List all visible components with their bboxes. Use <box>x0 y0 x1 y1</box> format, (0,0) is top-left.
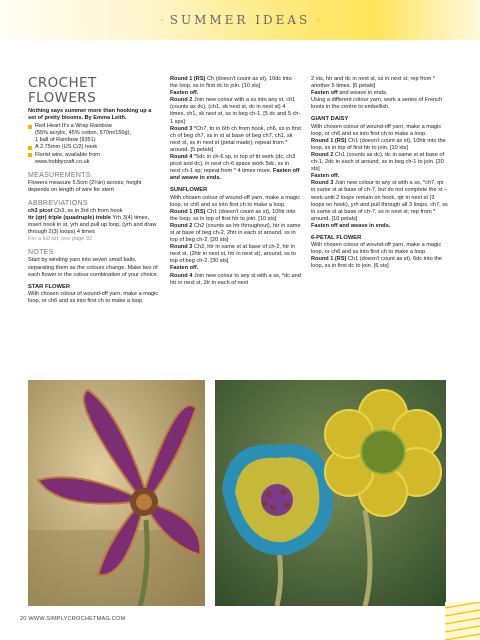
fasten-off: Fasten off. <box>170 90 199 97</box>
round-label: Round 1 (RS) <box>311 256 347 263</box>
round-label: Round 3 <box>170 125 193 132</box>
header-title <box>0 13 480 27</box>
instruction-round <box>311 138 448 152</box>
header-dot-right: · <box>316 13 321 27</box>
materials-item-wire <box>28 152 159 166</box>
abbreviation-term: ch3 picot <box>28 207 53 214</box>
abbreviation-full-list: For a full list, see page 92 <box>28 236 93 243</box>
round-text: Join new colour to any st with a ss, *ch7, qtr in same st at base of ch-7, but do not complete the st – work until 2 loops remain on hook, qtr in next st (3 loops on hook), yrh and pull through all 3 loops, ch7, ss in same st at base of ch-7, ss in next st; rep from * around. [10 petals] <box>311 180 448 222</box>
round-label: Round 4 <box>170 154 193 161</box>
notes-text: Start by winding yarn into seven small balls, separating them as the colours change. Make two of each flower in the colour combination of your choice. <box>28 257 159 278</box>
article-intro: Nothing says summer more than hooking up a set of pretty blooms. By Emma Leith. <box>28 108 152 122</box>
bullet-square-icon <box>28 125 32 129</box>
round-text: Ch1 (doesn't count as st), 10htr into the loop, ss in top of first htr to join. [10 sts] <box>170 208 296 222</box>
instruction-round <box>170 126 301 154</box>
fasten-off: Fasten off <box>311 90 338 97</box>
instruction-round <box>170 244 301 265</box>
round-text: Ch1 (doesn't count as st), 10htr into the loop, ss in top of first htr to join. [10 sts] <box>311 137 446 151</box>
abbreviation-def: Ch3, ss in 3rd ch from hook <box>52 207 123 214</box>
round-text: Join new colour to any st with a ss, *dc and htr in next st, 2tr in each of next <box>170 272 301 286</box>
decorative-pattern-icon <box>445 602 480 640</box>
giant-daisy-text: With chosen colour of wound-off yarn, make a magic loop, or ch6 and ss into first ch to make a loop. <box>311 123 442 137</box>
star-flower-heading: STAR FLOWER <box>28 283 71 290</box>
column-3 <box>311 76 448 270</box>
header-title-text: SUMMER IDEAS <box>169 13 311 27</box>
instruction-round <box>170 97 301 125</box>
bullet-square-icon <box>28 153 32 157</box>
materials-link: www.hobbycraft.co.uk <box>35 158 90 165</box>
materials-item-hook <box>28 144 159 151</box>
star-flower-photo <box>28 380 205 606</box>
embellish-text: Using a different colour yarn, work a series of French knots in the centre to embellish. <box>311 97 443 111</box>
sunflower-text: With chosen colour of wound-off yarn, make a magic loop, or ch6 and ss into first ch to make a loop. <box>170 194 301 208</box>
round-text: *Ch7, ttr in 6th ch from hook, ch6, ss in first ch of beg ch7, ss in st at base of beg ch7, ch1, sk next st, ss in next st (petal made); repeat from * around. [5 petals] <box>170 125 301 153</box>
six-petal-text: With chosen colour of wound-off yarn, make a magic loop, or ch6 and ss into first ch to make a loop. <box>311 242 442 256</box>
footer-folio: 20 WWW.SIMPLYCROCHETMAG.COM <box>20 616 126 622</box>
sunflower-heading: SUNFLOWER <box>170 187 208 194</box>
round-label: Round 3 <box>311 180 334 187</box>
star-flower-illustration <box>28 380 205 606</box>
fasten-off-line <box>311 90 448 97</box>
measurements-text: Flowers measure 5.5cm (2¼in) across; height depends on length of wire for stem <box>28 179 142 193</box>
round-label: Round 2 <box>311 151 334 158</box>
abbreviations-heading: ABBREVIATIONS <box>28 199 88 207</box>
instruction-continued: 2 sts, htr and dc in next st, ss in next st; rep from * another 5 times. [6 petals] <box>311 76 436 90</box>
round-label: Round 3 <box>170 244 193 251</box>
instruction-round <box>170 273 301 287</box>
instruction-round <box>170 154 301 182</box>
round-end: Fasten off and weave in ends. <box>170 168 300 182</box>
instruction-round <box>311 152 448 173</box>
materials-text: Red Heart It's a Wrap Rainbow <box>35 123 112 130</box>
materials-text: A 2.75mm (US C/2) hook <box>35 144 98 151</box>
abbreviation-ch3 <box>28 208 159 215</box>
instruction-round <box>311 256 448 270</box>
round-label: Round 4 <box>170 272 193 279</box>
materials-text: Florist wire, available from <box>35 151 100 158</box>
star-flower-text: With chosen colour of wound-off yarn, make a magic loop, or ch6 and ss into first ch to make a loop. <box>28 290 159 304</box>
round-text: *5dc in ch-6 sp, in top of ttr work (dc, ch3 picot and dc), in next ch-6 space work 5dc, ss in next ch-1 sp; repeat from * 4 times more. <box>170 154 296 175</box>
notes-heading: NOTES <box>28 249 54 257</box>
sunflower-and-six-petal-photo <box>215 380 446 606</box>
abbreviation-ttr <box>28 215 159 236</box>
round-label: Round 1 (RS) <box>170 208 206 215</box>
fasten-off: Fasten off and weave in ends. <box>311 222 391 229</box>
instruction-round <box>311 180 448 223</box>
abbreviation-term: ttr (qtr) triple (quadruple) treble <box>28 215 111 222</box>
round-label: Round 2 <box>170 97 193 104</box>
round-text: Ch (doesn't count as st), 10dc into the loop, ss in first dc to join. [10 sts] <box>170 76 292 90</box>
giant-daisy-heading: GIANT DAISY <box>311 116 349 123</box>
sunflower-illustration <box>215 380 446 606</box>
materials-text: (55% acrylic, 45% cotton, 570m/150g), <box>35 130 132 137</box>
fasten-off: Fasten off. <box>311 173 340 180</box>
instruction-round <box>170 223 301 244</box>
round-text: and weave in ends. <box>337 90 388 97</box>
round-text: Join new colour with a ss into any st, ch1 (counts as dc), (ch1, sk next st, dc in next st) 4 times, ch1, sk next st, ss in beg ch-1. [5 dc and 5 ch-1 sps] <box>170 97 301 125</box>
instruction-round <box>170 209 301 223</box>
round-text: Ch1 (counts as dc), dc in same st at base of ch-1, 2dc in each st around, ss in beg ch-1 to join. [20 sts] <box>311 151 445 173</box>
fasten-off: Fasten off. <box>170 265 199 272</box>
article-title: CROCHET FLOWERS <box>28 75 97 106</box>
abbreviation-def: Yrh 3(4) times, insert hook in st, yrh and pull up loop, (yrh and draw through 2(3) loops) 4 times <box>28 215 157 236</box>
materials-text: 1 ball of Rainbow (9351) <box>35 137 96 144</box>
round-text: Ch2, htr in same st at base of ch-2, htr in next st, (2htr in next st, htr in next st), around, ss to top of beg ch-2. [30 sts] <box>170 244 296 265</box>
column-1 <box>28 76 159 305</box>
round-text: Ch1 (doesn't count as st), 6dc into the loop, ss in first dc to join. [6 sts] <box>311 256 443 270</box>
six-petal-heading: 6-PETAL FLOWER <box>311 234 362 241</box>
instruction-round <box>170 76 301 90</box>
round-label: Round 1 (RS) <box>170 76 206 82</box>
round-label: Round 2 <box>170 222 193 229</box>
round-label: Round 1 (RS) <box>311 137 347 144</box>
measurements-heading: MEASUREMENTS <box>28 171 91 179</box>
bullet-square-icon <box>28 146 32 150</box>
column-2 <box>170 76 301 287</box>
round-text: Ch2 (counts as htr throughout), htr in same st at base of beg ch-2, 2htr in each st around, ss in top of beg ch-2. [20 sts] <box>170 222 301 244</box>
materials-item-yarn <box>28 123 159 144</box>
header-dot-left: · <box>159 13 164 27</box>
